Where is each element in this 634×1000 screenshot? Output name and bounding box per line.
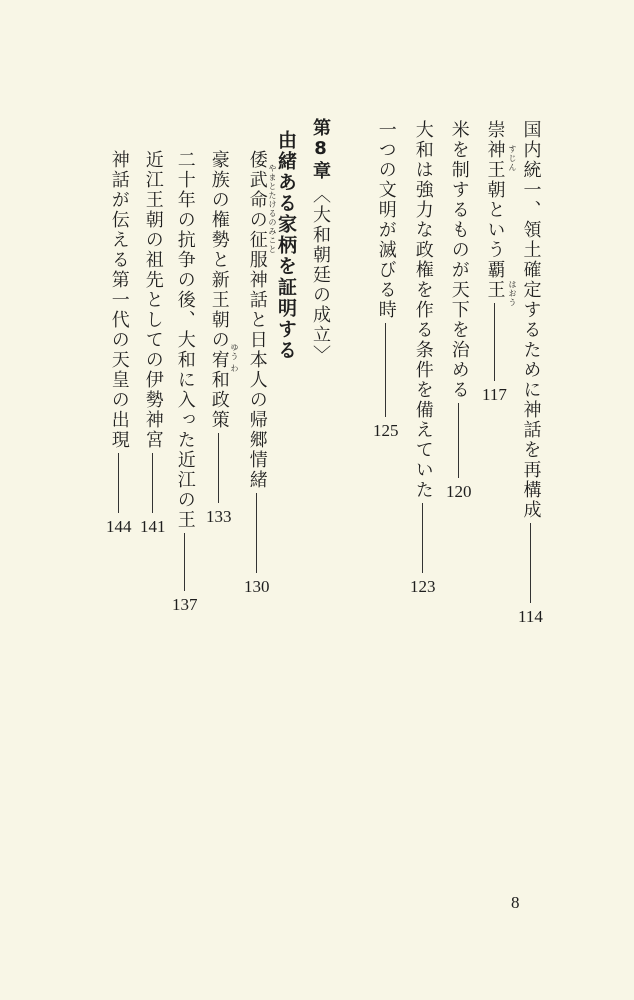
page-number: 8 [511, 893, 520, 912]
leader-line [184, 533, 185, 591]
leader-line [118, 453, 119, 513]
ruby-text: わ [230, 364, 239, 373]
section-subtitle: 由緒ある家柄を証明する [275, 130, 297, 361]
chapter-title: 〈大和朝廷の成立〉 [310, 185, 331, 365]
toc-entry-title: 米を制するものが天下を治める [448, 120, 470, 400]
toc-entry[interactable] [446, 120, 472, 502]
toc-entry-title: 崇神王朝という覇王 [484, 120, 506, 300]
ruby-text: ゆう [230, 343, 239, 361]
toc-entry[interactable] [172, 150, 198, 615]
ruby-text: やまとたけるのみこと [268, 164, 277, 254]
chapter-heading [311, 118, 329, 365]
toc-entry[interactable] [410, 120, 436, 597]
leader-line [422, 503, 423, 573]
toc-entry[interactable] [140, 150, 166, 537]
toc-entry-page: 120 [446, 482, 472, 501]
toc-entry[interactable] [482, 120, 507, 405]
toc-entry-page: 117 [482, 385, 507, 404]
leader-line [152, 453, 153, 513]
toc-entry[interactable] [106, 150, 132, 537]
ruby-text: はおう [508, 280, 517, 307]
leader-line [218, 433, 219, 503]
toc-entry-page: 114 [518, 607, 543, 626]
toc-entry-page: 123 [410, 577, 436, 596]
toc-entry-title: 豪族の権勢と新王朝の宥和政策 [208, 150, 230, 430]
toc-entry-page: 125 [373, 421, 399, 440]
leader-line [458, 403, 459, 478]
toc-entry[interactable] [518, 120, 543, 627]
toc-entry-title: 近江王朝の祖先としての伊勢神宮 [142, 150, 164, 450]
toc-entry[interactable] [244, 150, 270, 597]
toc-entry[interactable] [206, 150, 232, 527]
toc-entry-title: 倭武命の征服神話と日本人の帰郷情緒 [246, 150, 268, 490]
toc-entry-title: 一つの文明が滅びる時 [375, 120, 397, 320]
toc-entry-page: 141 [140, 517, 166, 536]
section-heading [276, 130, 295, 361]
toc-entry-title: 二十年の抗争の後、大和に入った近江の王 [174, 150, 196, 530]
toc-entry-page: 137 [172, 595, 198, 614]
ruby-text: すじん [508, 145, 517, 172]
toc-entry-page: 133 [206, 507, 232, 526]
toc-entry[interactable] [373, 120, 399, 441]
toc-entry-title: 国内統一、領土確定するために神話を再構成 [520, 120, 542, 520]
leader-line [530, 523, 531, 603]
toc-entry-page: 130 [244, 577, 270, 596]
toc-entry-title: 大和は強力な政権を作る条件を備えていた [412, 120, 434, 500]
toc-entry-title: 神話が伝える第一代の天皇の出現 [108, 150, 130, 450]
leader-line [256, 493, 257, 573]
chapter-number: 第8章 [310, 118, 331, 181]
leader-line [385, 323, 386, 417]
leader-line [494, 303, 495, 381]
toc-entry-page: 144 [106, 517, 132, 536]
